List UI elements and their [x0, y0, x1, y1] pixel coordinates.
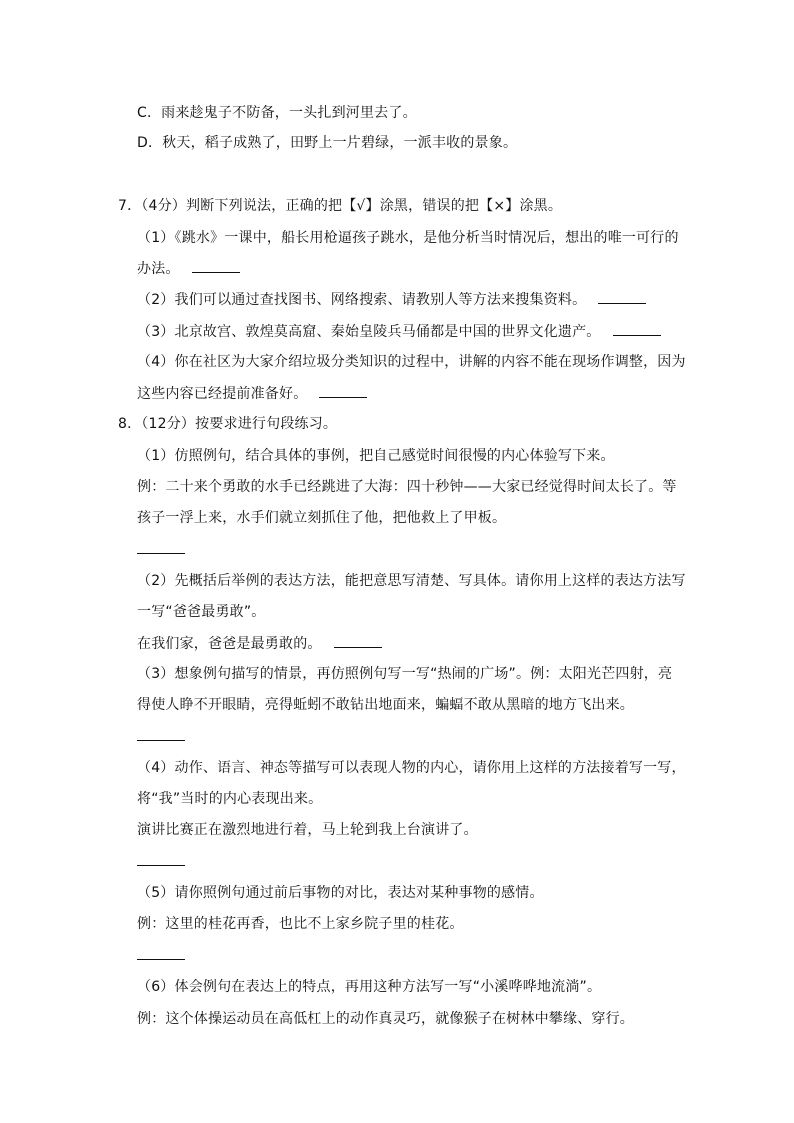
q8-part3-line1: （3）想象例句描写的情景，再仿照例句写一写“热闹的广场”。例：太阳光芒四射，亮 — [137, 666, 673, 682]
answer-blank[interactable] — [137, 740, 185, 741]
q8-part1-example-line1: 例：二十来个勇敢的水手已经跳进了大海：四十秒钟——大家已经觉得时间太长了。等 — [137, 479, 677, 495]
q7-item4-line2 — [137, 383, 367, 404]
q7-item3-text: （3）北京故宫、敦煌莫高窟、秦始皇陵兵马俑都是中国的世界文化遗产。 — [137, 324, 601, 340]
question-8-title: 8．（12分）按要求进行句段练习。 — [118, 416, 338, 432]
answer-blank[interactable] — [137, 959, 185, 960]
option-c: C．雨来趁鬼子不防备，一头扎到河里去了。 — [137, 105, 417, 121]
q7-item1-line1: （1）《跳水》一课中，船长用枪逼孩子跳水，是他分析当时情况后，想出的唯一可行的 — [137, 230, 679, 246]
answer-blank[interactable] — [319, 383, 367, 398]
q7-item1-line2 — [137, 258, 240, 279]
answer-blank[interactable] — [598, 289, 646, 304]
q8-part5-example: 例：这里的桂花再香，也比不上家乡院子里的桂花。 — [137, 916, 464, 932]
answer-blank[interactable] — [137, 553, 185, 554]
q8-part1-example-line2: 孩子一浮上来，水手们就立刻抓住了他，把他救上了甲板。 — [137, 510, 507, 526]
option-d: D．秋天，稻子成熟了，田野上一片碧绿，一派丰收的景象。 — [137, 135, 518, 151]
q8-part4-line3: 演讲比赛正在激烈地进行着，马上轮到我上台演讲了。 — [137, 822, 478, 838]
q7-item2-text: （2）我们可以通过查找图书、网络搜索、请教别人等方法来搜集资料。 — [137, 292, 587, 308]
q8-part3-line2: 得使人睁不开眼睛，亮得蚯蚓不敢钻出地面来，蝙蝠不敢从黑暗的地方飞出来。 — [137, 697, 634, 713]
q7-item4-text: 这些内容已经提前准备好。 — [137, 386, 308, 402]
answer-blank[interactable] — [192, 258, 240, 273]
question-7-title: 7．（4分）判断下列说法，正确的把【√】涂黑，错误的把【×】涂黑。 — [118, 198, 563, 214]
q8-part6-line1: （6）体会例句在表达上的特点，再用这种方法写一写“小溪哗哗地流淌”。 — [137, 979, 602, 995]
answer-blank[interactable] — [137, 865, 185, 866]
q8-part4-line2: 将“我”当时的内心表现出来。 — [137, 791, 323, 807]
q7-item3 — [137, 321, 661, 342]
q8-part5-line1: （5）请你照例句通过前后事物的对比，表达对某种事物的感情。 — [137, 885, 544, 901]
q8-part4-line1: （4）动作、语言、神态等描写可以表现人物的内心，请你用上这样的方法接着写一写， — [137, 760, 686, 776]
q8-part6-example: 例：这个体操运动员在高低杠上的动作真灵巧，就像猴子在树林中攀缘、穿行。 — [137, 1011, 634, 1027]
q8-part2-line2: 一写“爸爸最勇敢”。 — [137, 604, 266, 620]
q8-part1-prompt: （1）仿照例句，结合具体的事例，把自己感觉时间很慢的内心体验写下来。 — [137, 448, 615, 464]
q7-item1-text: 办法。 — [137, 261, 180, 277]
q7-item2 — [137, 289, 646, 310]
answer-blank[interactable] — [334, 633, 382, 648]
q8-part2-sentence: 在我们家，爸爸是最勇敢的。 — [137, 636, 322, 652]
q8-part2-line3 — [137, 633, 382, 654]
q7-item4-line1: （4）你在社区为大家介绍垃圾分类知识的过程中，讲解的内容不能在现场作调整，因为 — [137, 354, 686, 370]
q8-part2-line1: （2）先概括后举例的表达方法，能把意思写清楚、写具体。请你用上这样的表达方法写 — [137, 573, 686, 589]
answer-blank[interactable] — [613, 321, 661, 336]
